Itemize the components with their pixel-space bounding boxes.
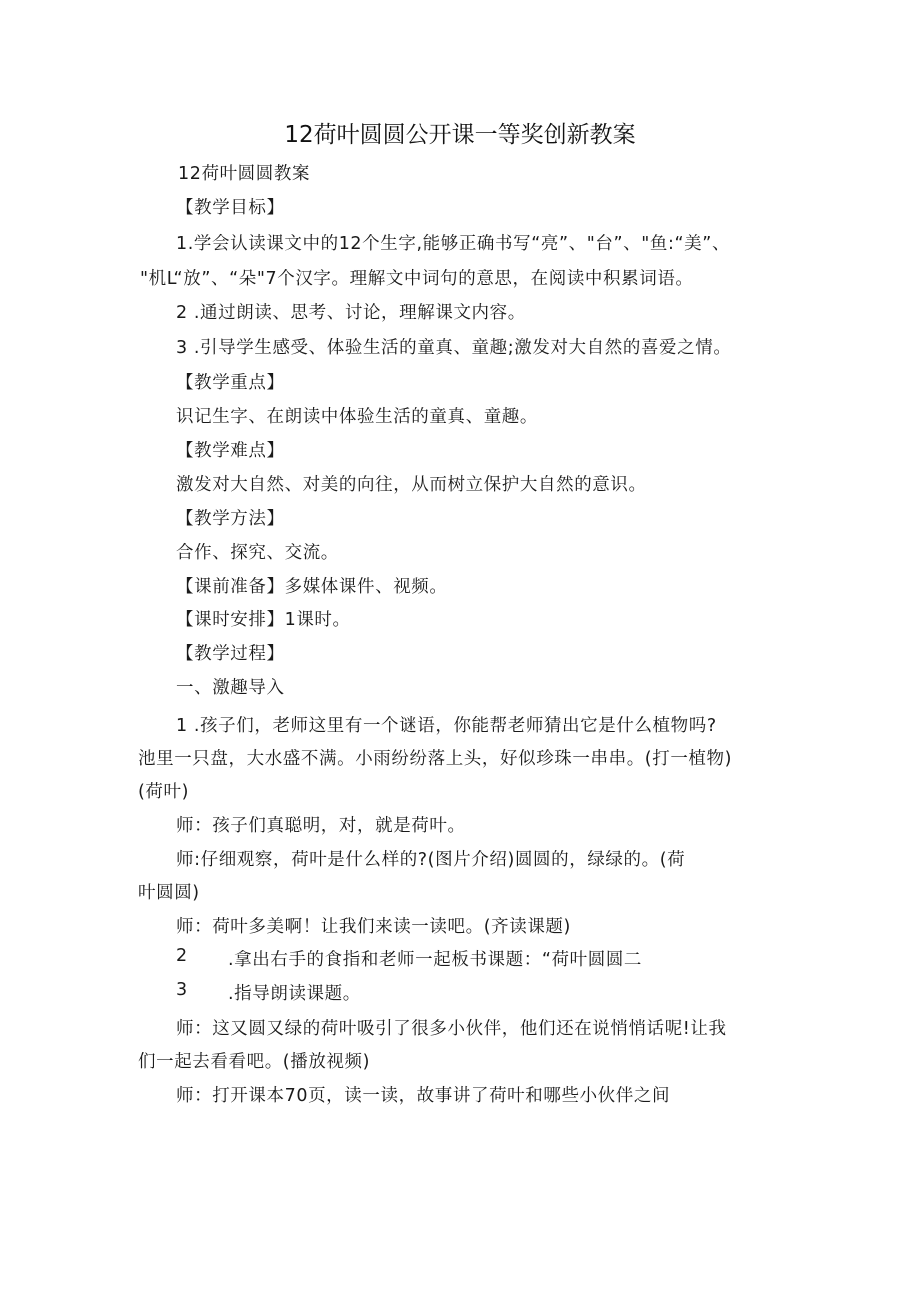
method-text: 合作、探究、交流。	[176, 543, 339, 563]
teacher-line-4b: 们一起去看看吧。(播放视频)	[138, 1052, 371, 1072]
key-text: 识记生字、在朗读中体验生活的童真、童趣。	[176, 407, 538, 427]
step2-text: .拿出右手的食指和老师一起板书课题：“荷叶圆圆二	[228, 950, 643, 970]
document-title: 12荷叶圆圆公开课一等奖创新教案	[284, 122, 636, 148]
step2-number: 2	[176, 946, 188, 966]
time-text: 【课时安排】1课时。	[176, 610, 351, 630]
teacher-line-3: 师：荷叶多美啊！让我们来读一读吧。(齐读课题)	[176, 917, 571, 937]
method-heading: 【教学方法】	[176, 509, 285, 529]
key-heading: 【教学重点】	[176, 373, 285, 393]
goal-1-line2: "机L“放”、“朵"7个汉字。理解文中词句的意思，在阅读中积累词语。	[140, 269, 694, 289]
process-heading: 【教学过程】	[176, 644, 285, 664]
teacher-line-5: 师：打开课本70页，读一读，故事讲了荷叶和哪些小伙伴之间	[176, 1086, 671, 1106]
teacher-line-2a: 师:仔细观察，荷叶是什么样的?(图片介绍)圆圆的，绿绿的。(荷	[176, 850, 686, 870]
goal-1-line1: 1.学会认读课文中的12个生字,能够正确书写“亮”、"台”、"鱼:“美”、	[176, 234, 731, 254]
prep-text: 【课前准备】多媒体课件、视频。	[176, 577, 448, 597]
subtitle: 12荷叶圆圆教案	[178, 164, 311, 184]
goal-3: 3 .引导学生感受、体验生活的童真、童趣;激发对大自然的喜爱之情。	[176, 338, 732, 358]
difficulty-text: 激发对大自然、对美的向往，从而树立保护大自然的意识。	[176, 475, 647, 495]
goals-heading: 【教学目标】	[176, 198, 285, 218]
teacher-line-1: 师：孩子们真聪明，对，就是荷叶。	[176, 816, 466, 836]
step1-line2: 池里一只盘，大水盛不满。小雨纷纷落上头，好似珍珠一串串。(打一植物)	[138, 749, 733, 769]
step1-line3: (荷叶)	[138, 782, 190, 802]
step3-text: .指导朗读课题。	[228, 984, 361, 1004]
teacher-line-4a: 师：这又圆又绿的荷叶吸引了很多小伙伴，他们还在说悄悄话呢!让我	[176, 1019, 727, 1039]
teacher-line-2b: 叶圆圆)	[138, 883, 200, 903]
step3-number: 3	[176, 980, 188, 1000]
step1-line1: 1 .孩子们，老师这里有一个谜语，你能帮老师猜出它是什么植物吗?	[176, 716, 717, 736]
difficulty-heading: 【教学难点】	[176, 441, 285, 461]
part-one-heading: 一、激趣导入	[176, 678, 285, 698]
goal-2: 2 .通过朗读、思考、讨论，理解课文内容。	[176, 303, 526, 323]
